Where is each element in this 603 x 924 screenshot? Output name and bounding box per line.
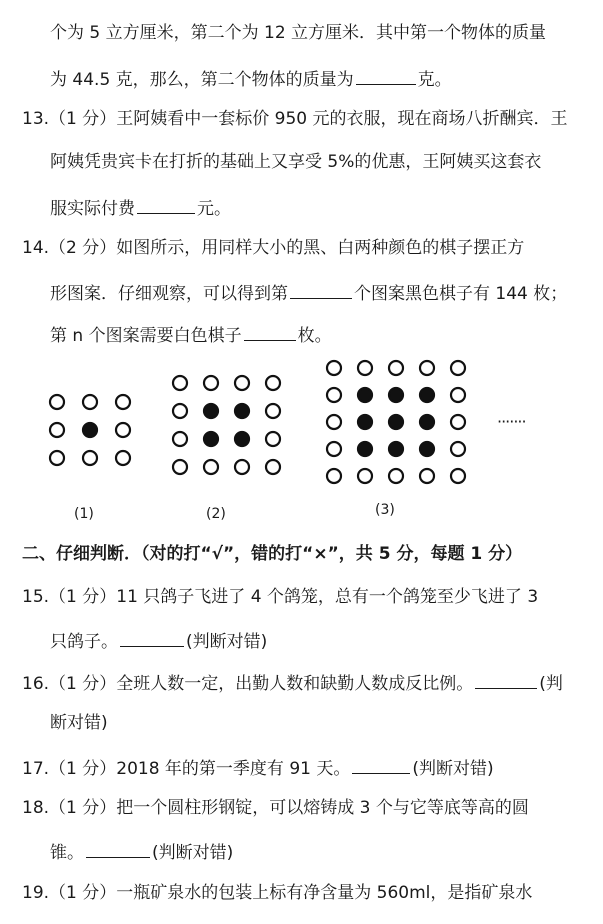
q15-line-2 [50, 628, 267, 653]
q14-line-2 [50, 280, 567, 305]
pattern-1 [50, 395, 130, 465]
white-stone [451, 469, 465, 483]
white-stone [266, 376, 280, 390]
q13-text-1: 13.（1 分）王阿姨看中一套标价 950 元的衣服，现在商场八折酬宾．王 [22, 109, 568, 129]
caption-2: (2) [206, 506, 226, 522]
black-stone [358, 388, 372, 402]
q17-answer-blank[interactable] [352, 755, 410, 774]
q18-line-2 [50, 839, 233, 864]
q14-text-1: 14.（2 分）如图所示，用同样大小的黑、白两种颜色的棋子摆正方 [22, 238, 525, 258]
q12-text-1: 个为 5 立方厘米，第二个为 12 立方厘米．其中第一个物体的质量 [50, 23, 547, 43]
white-stone [420, 361, 434, 375]
white-stone [50, 451, 64, 465]
q16-judge-1: (判 [539, 674, 563, 694]
white-stone [83, 451, 97, 465]
q12-line-2 [50, 66, 452, 91]
q13-unit: 元。 [197, 199, 231, 219]
black-stone [235, 404, 249, 418]
q17-text-1: 17.（1 分）2018 年的第一季度有 91 天。 [22, 759, 351, 779]
q14-text-3a: 第 n 个图案需要白色棋子 [50, 326, 242, 346]
q14-answer-blank-1[interactable] [290, 280, 352, 299]
white-stone [327, 469, 341, 483]
q17-line-1 [22, 755, 494, 780]
q13-line-3 [50, 195, 231, 220]
q12-answer-blank[interactable] [356, 66, 416, 85]
white-stone [50, 395, 64, 409]
white-stone [116, 395, 130, 409]
white-stone [358, 469, 372, 483]
black-stone [420, 415, 434, 429]
pattern-svg [0, 350, 603, 530]
white-stone [451, 361, 465, 375]
black-stone [420, 388, 434, 402]
white-stone [327, 361, 341, 375]
black-stone [204, 404, 218, 418]
q19-line-1 [22, 882, 532, 904]
white-stone [116, 423, 130, 437]
q15-answer-blank[interactable] [120, 628, 184, 647]
white-stone [451, 388, 465, 402]
q15-line-1 [22, 586, 538, 608]
q13-line-2 [50, 151, 541, 173]
black-stone [389, 415, 403, 429]
black-stone [389, 442, 403, 456]
white-stone [116, 451, 130, 465]
white-stone [389, 469, 403, 483]
black-stone [389, 388, 403, 402]
white-stone [451, 415, 465, 429]
caption-1: (1) [74, 506, 94, 522]
section-2-heading [22, 543, 522, 565]
white-stone [358, 361, 372, 375]
q19-text-1: 19.（1 分）一瓶矿泉水的包装上标有净含量为 560ml，是指矿泉水 [22, 883, 533, 903]
q14-line-3 [50, 322, 332, 347]
q18-text-1: 18.（1 分）把一个圆柱形钢锭，可以熔铸成 3 个与它等底等高的圆 [22, 798, 529, 818]
black-stone [235, 432, 249, 446]
q13-text-2: 阿姨凭贵宾卡在打折的基础上又享受 5%的优惠，王阿姨买这套衣 [50, 152, 542, 172]
white-stone [389, 361, 403, 375]
white-stone [173, 460, 187, 474]
q16-line-1 [22, 670, 563, 695]
black-stone [420, 442, 434, 456]
q14-text-2b: 个图案黑色棋子有 144 枚； [354, 284, 568, 304]
white-stone [235, 376, 249, 390]
white-stone [266, 432, 280, 446]
q15-text-1: 15.（1 分）11 只鸽子飞进了 4 个鸽笼，总有一个鸽笼至少飞进了 3 [22, 587, 539, 607]
black-stone [83, 423, 97, 437]
white-stone [173, 432, 187, 446]
white-stone [50, 423, 64, 437]
pattern-2 [173, 376, 280, 474]
white-stone [235, 460, 249, 474]
q12-unit: 克。 [417, 70, 452, 90]
q12-line-1 [50, 22, 546, 44]
q18-answer-blank[interactable] [86, 839, 150, 858]
caption-3: (3) [375, 502, 395, 518]
q15-text-2a: 只鸽子。 [50, 632, 118, 652]
q13-text-3a: 服实际付费 [50, 199, 135, 219]
ellipsis: ······· [497, 412, 526, 431]
q12-text-2: 为 44.5 克，那么，第二个物体的质量为 [50, 70, 354, 90]
white-stone [173, 376, 187, 390]
section-2-text: 二、仔细判断．（对的打“√”，错的打“×”，共 5 分，每题 1 分） [22, 544, 523, 564]
q18-text-2a: 锥。 [50, 843, 84, 863]
white-stone [266, 460, 280, 474]
white-stone [173, 404, 187, 418]
white-stone [327, 415, 341, 429]
q18-judge: (判断对错) [152, 843, 234, 863]
q14-text-3b: 枚。 [297, 326, 332, 346]
q17-judge: (判断对错) [412, 759, 494, 779]
q16-answer-blank[interactable] [475, 670, 537, 689]
white-stone [327, 442, 341, 456]
white-stone [83, 395, 97, 409]
q15-judge: (判断对错) [186, 632, 268, 652]
white-stone [420, 469, 434, 483]
q16-judge-2: 断对错) [50, 713, 108, 733]
pattern-3 [327, 361, 465, 483]
q14-answer-blank-2[interactable] [244, 322, 296, 341]
q14-text-2a: 形图案．仔细观察，可以得到第 [50, 284, 288, 304]
q18-line-1 [22, 797, 529, 819]
black-stone [358, 415, 372, 429]
q14-line-1 [22, 237, 524, 259]
q16-line-2 [50, 712, 108, 734]
q13-answer-blank[interactable] [137, 195, 195, 214]
chess-pattern-figure [0, 350, 603, 530]
white-stone [266, 404, 280, 418]
white-stone [204, 460, 218, 474]
black-stone [358, 442, 372, 456]
black-stone [204, 432, 218, 446]
white-stone [327, 388, 341, 402]
q13-line-1 [22, 108, 568, 130]
white-stone [451, 442, 465, 456]
q16-text-1: 16.（1 分）全班人数一定，出勤人数和缺勤人数成反比例。 [22, 674, 474, 694]
white-stone [204, 376, 218, 390]
